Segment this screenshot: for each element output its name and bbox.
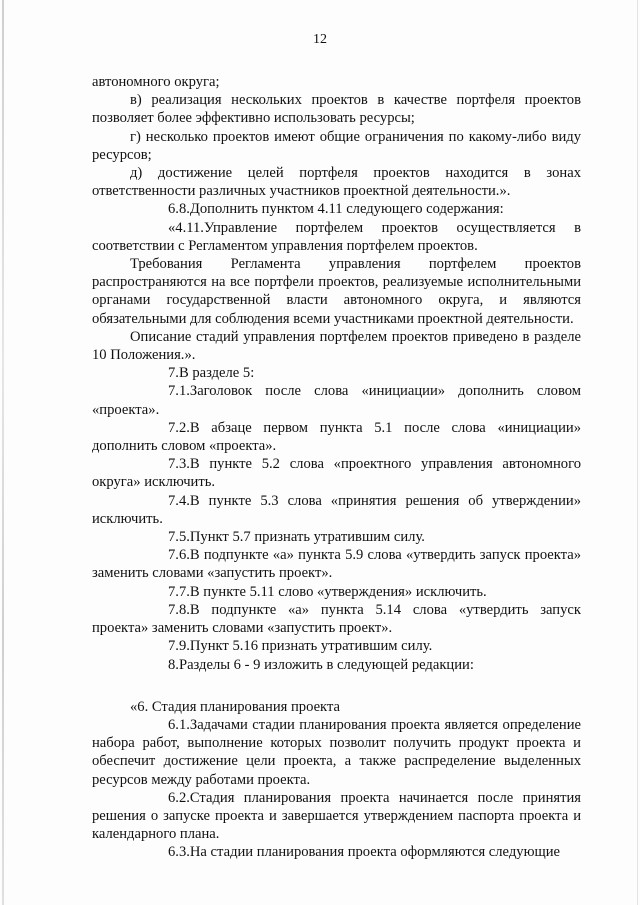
paragraph: 7.6.В подпункте «а» пункта 5.9 слова «утвердить запуск проекта» заменить словами «запустить проект». xyxy=(92,547,581,582)
paragraph: «4.11.Управление портфелем проектов осуществляется в соответствии с Регламентом управления портфелем проектов. xyxy=(92,219,581,254)
scan-edge-left xyxy=(2,0,4,905)
paragraph: 6.8.Дополнить пунктом 4.11 следующего содержания: xyxy=(92,200,581,218)
scan-edge-right xyxy=(637,0,638,905)
item-number: 6.8. xyxy=(168,201,190,218)
paragraph: 7.7.В пункте 5.11 слово «утверждения» исключить. xyxy=(92,583,581,601)
paragraph: 7.2.В абзаце первом пункта 5.1 после слова «инициации» дополнить словом «проекта». xyxy=(92,419,581,455)
paragraph: д) достижение целей портфеля проектов находится в зонах ответственности различных участников проектной деятельности.». xyxy=(92,165,581,200)
paragraph: 7.4.В пункте 5.3 слова «принятия решения об утверждении» исключить. xyxy=(92,492,581,527)
paragraph: 7.9.Пункт 5.16 признать утратившим силу. xyxy=(92,637,581,655)
paragraph: 7.В разделе 5: xyxy=(92,364,581,382)
paragraph: 8.Разделы 6 - 9 изложить в следующей редакции: xyxy=(92,656,581,674)
paragraph: в) реализация нескольких проектов в качестве портфеля проектов позволяет более эффективно использовать ресурсы; xyxy=(92,92,581,127)
paragraph: Описание стадий управления портфелем проектов приведено в разделе 10 Положения.». xyxy=(92,328,581,364)
section-heading: «6. Стадия планирования проекта xyxy=(130,698,340,715)
item-number: 6.2. xyxy=(168,789,190,806)
item-number: 7.6. xyxy=(168,547,190,564)
item-number: 6.3. xyxy=(168,844,190,861)
item-number: 7. xyxy=(168,365,179,382)
item-number: «4.11. xyxy=(168,219,204,236)
item-number: 7.4. xyxy=(168,492,190,509)
paragraph: 6.1.Задачами стадии планирования проекта является определение набора работ, выполнение которых позволит получить продукт проекта и обеспечит достижение цели проекта, а также распределение выделенных ресурсов между работами проекта. xyxy=(92,716,581,788)
item-number: 7.9. xyxy=(168,638,190,655)
item-number: 7.8. xyxy=(168,601,190,618)
paragraph: 7.5.Пункт 5.7 признать утратившим силу. xyxy=(92,528,581,546)
item-number: 7.3. xyxy=(168,456,190,473)
paragraph: Требования Регламента управления портфелем проектов распространяются на все портфели проектов, реализуемые исполнительными органами государственной власти автономного округа, и являются обязательными для соблюдения всеми участниками проектной деятельности. xyxy=(92,256,581,327)
item-number: 7.2. xyxy=(168,419,190,436)
paragraph: 7.8.В подпункте «а» пункта 5.14 слова «утвердить запуск проекта» заменить словами «запустить проект». xyxy=(92,601,581,637)
paragraph: г) несколько проектов имеют общие ограничения по какому-либо виду ресурсов; xyxy=(92,128,581,163)
paragraph: 6.2.Стадия планирования проекта начинается после принятия решения о запуске проекта и завершается утверждением паспорта проекта и календарного плана. xyxy=(92,789,581,843)
item-number: 7.1. xyxy=(168,383,190,400)
page-number: 12 xyxy=(313,32,327,47)
item-number: 7.7. xyxy=(168,583,190,600)
document-body xyxy=(92,73,581,862)
paragraph: 6.3.На стадии планирования проекта оформляются следующие xyxy=(92,843,581,861)
paragraph: 7.1.Заголовок после слова «инициации» дополнить словом «проекта». xyxy=(92,383,581,418)
item-number: 7.5. xyxy=(168,529,190,546)
paragraph: 7.3.В пункте 5.2 слова «проектного управления автономного округа» исключить. xyxy=(92,456,581,491)
item-number: 8. xyxy=(168,656,179,673)
paragraph: автономного округа; xyxy=(92,74,220,90)
item-number: 6.1. xyxy=(168,716,190,733)
